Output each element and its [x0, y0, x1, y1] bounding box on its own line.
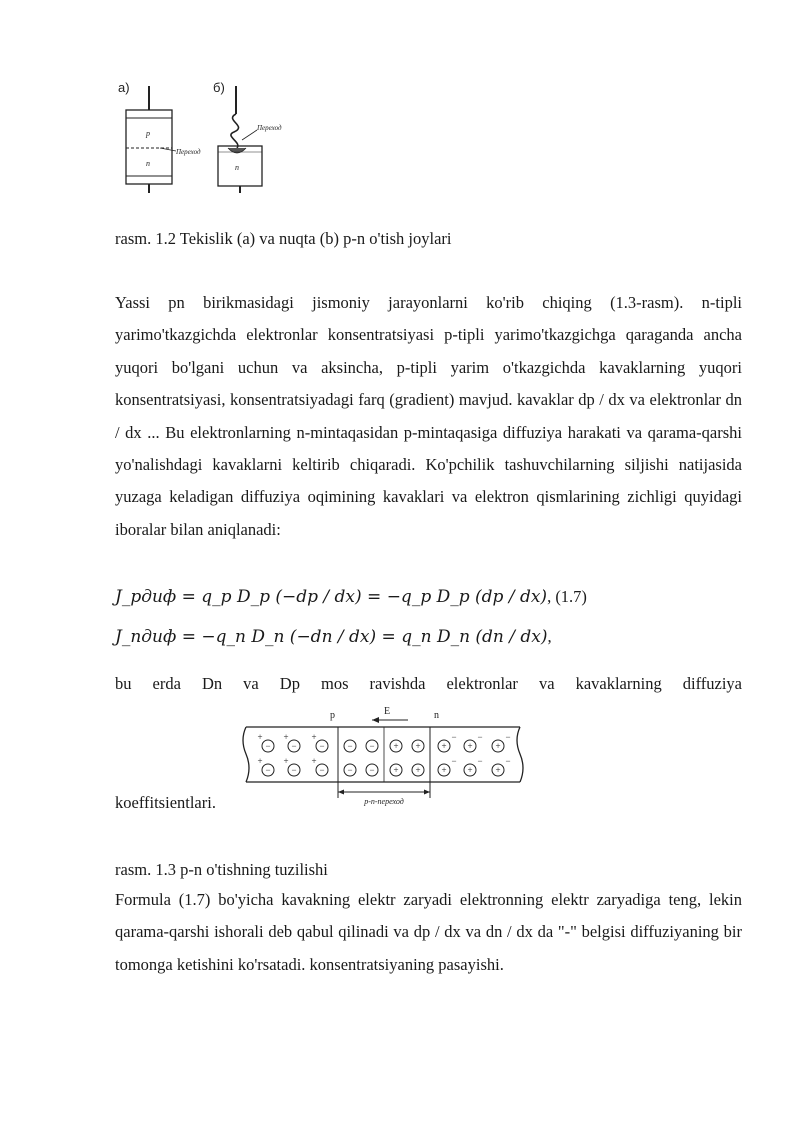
- svg-text:+: +: [467, 765, 473, 775]
- body-line-koeff: koeffitsientlari.: [115, 793, 216, 812]
- svg-text:−: −: [291, 741, 297, 751]
- svg-text:+: +: [257, 756, 263, 766]
- svg-text:−: −: [505, 756, 511, 766]
- svg-text:−: −: [369, 741, 375, 751]
- svg-text:+: +: [441, 765, 447, 775]
- svg-text:−: −: [451, 756, 457, 766]
- figure-label-a: a): [118, 80, 130, 95]
- formula-electron-line: J_nдиф = −q_n D_n (−dn / dx) = q_n D_n (dn / dx),: [115, 627, 552, 647]
- field-e-label: E: [384, 706, 391, 717]
- svg-text:+: +: [495, 765, 501, 775]
- svg-text:−: −: [265, 741, 271, 751]
- figure-caption-1-2: rasm. 1.2 Tekislik (a) va nuqta (b) p-n o'tish joylari: [115, 229, 452, 248]
- formula-number: , (1.7): [547, 587, 587, 606]
- body-paragraph-2: Formula (1.7) bo'yicha kavakning elektr zaryadi elektronning elektr zaryadiga teng, lekin qarama-qarshi ishorali deb qabul qilinadi va dp / dx va dn / dx da "-" belgisi diffuziyaning bir tomonga ketishini ko'rsatadi. konsentratsiyaning pasayishi.: [115, 890, 742, 974]
- svg-text:−: −: [319, 741, 325, 751]
- formula-electron-diffusion-current: J_nдиф = −q_n D_n (−dn / dx) = q_n D_n (dn / dx): [115, 627, 548, 647]
- planar-junction-diagram: [126, 86, 201, 193]
- svg-text:+: +: [257, 732, 263, 742]
- figure-caption-1-3: rasm. 1.3 p-n o'tishning tuzilishi: [115, 860, 328, 879]
- svg-text:−: −: [451, 732, 457, 742]
- svg-text:n: n: [235, 163, 239, 172]
- junction-region-label: p-n-переход: [364, 797, 404, 806]
- figure-1-2: [112, 78, 312, 193]
- svg-text:+: +: [311, 756, 317, 766]
- region-p-label: p: [330, 710, 335, 721]
- region-n-label: n: [434, 710, 439, 721]
- svg-text:+: +: [283, 756, 289, 766]
- svg-text:p: p: [146, 129, 150, 138]
- svg-text:+: +: [441, 741, 447, 751]
- svg-text:+: +: [311, 732, 317, 742]
- point-junction-diagram: [218, 86, 282, 193]
- junction-label-b: Переход: [257, 124, 282, 132]
- svg-text:−: −: [347, 741, 353, 751]
- junction-label-a: Переход: [176, 148, 201, 156]
- svg-text:+: +: [283, 732, 289, 742]
- svg-text:−: −: [291, 765, 297, 775]
- svg-text:+: +: [393, 765, 399, 775]
- svg-text:n: n: [146, 159, 150, 168]
- svg-text:+: +: [393, 741, 399, 751]
- formula-1-7-line: [115, 587, 587, 607]
- body-line-bu-erda: bu erda Dn va Dp mos ravishda elektronlar va kavaklarning diffuziya: [115, 674, 742, 693]
- svg-text:−: −: [477, 756, 483, 766]
- svg-text:−: −: [369, 765, 375, 775]
- svg-text:−: −: [319, 765, 325, 775]
- svg-text:+: +: [415, 765, 421, 775]
- svg-text:+: +: [415, 741, 421, 751]
- svg-text:+: +: [495, 741, 501, 751]
- figure-1-3: [238, 700, 528, 808]
- svg-text:+: +: [467, 741, 473, 751]
- formula-hole-diffusion-current: J_pдиф = q_p D_p (−dp / dx) = −q_p D_p (dp / dx): [115, 587, 548, 607]
- svg-text:−: −: [477, 732, 483, 742]
- svg-text:−: −: [505, 732, 511, 742]
- svg-text:−: −: [265, 765, 271, 775]
- body-paragraph-1: Yassi pn birikmasidagi jismoniy jarayonlarni ko'rib chiqing (1.3-rasm). n-tipli yarimo'tkazgichda elektronlar konsentratsiyasi p-tipli yarimo'tkazgichga qaraganda ancha yuqori bo'lgani uchun va aksincha, p-tipli yarim o'tkazgichda kavaklarning yuqori konsentratsiyasi, konsentratsiyadagi farq (gradient) mavjud. kavaklar dp / dx va elektronlar dn / dx ... Bu elektronlarning n-mintaqasidan p-mintaqasiga diffuziya harakati va qarama-qarshi yo'nalishdagi kavaklarni keltirib chiqaradi. Ko'pchilik tashuvchilarning siljishi natijasida yuzaga keladigan diffuziya oqimining kavaklari va elektron qismlarining zichligi quyidagi iboralar bilan aniqlanadi:: [115, 293, 742, 539]
- figure-label-b: б): [213, 80, 225, 95]
- svg-text:−: −: [347, 765, 353, 775]
